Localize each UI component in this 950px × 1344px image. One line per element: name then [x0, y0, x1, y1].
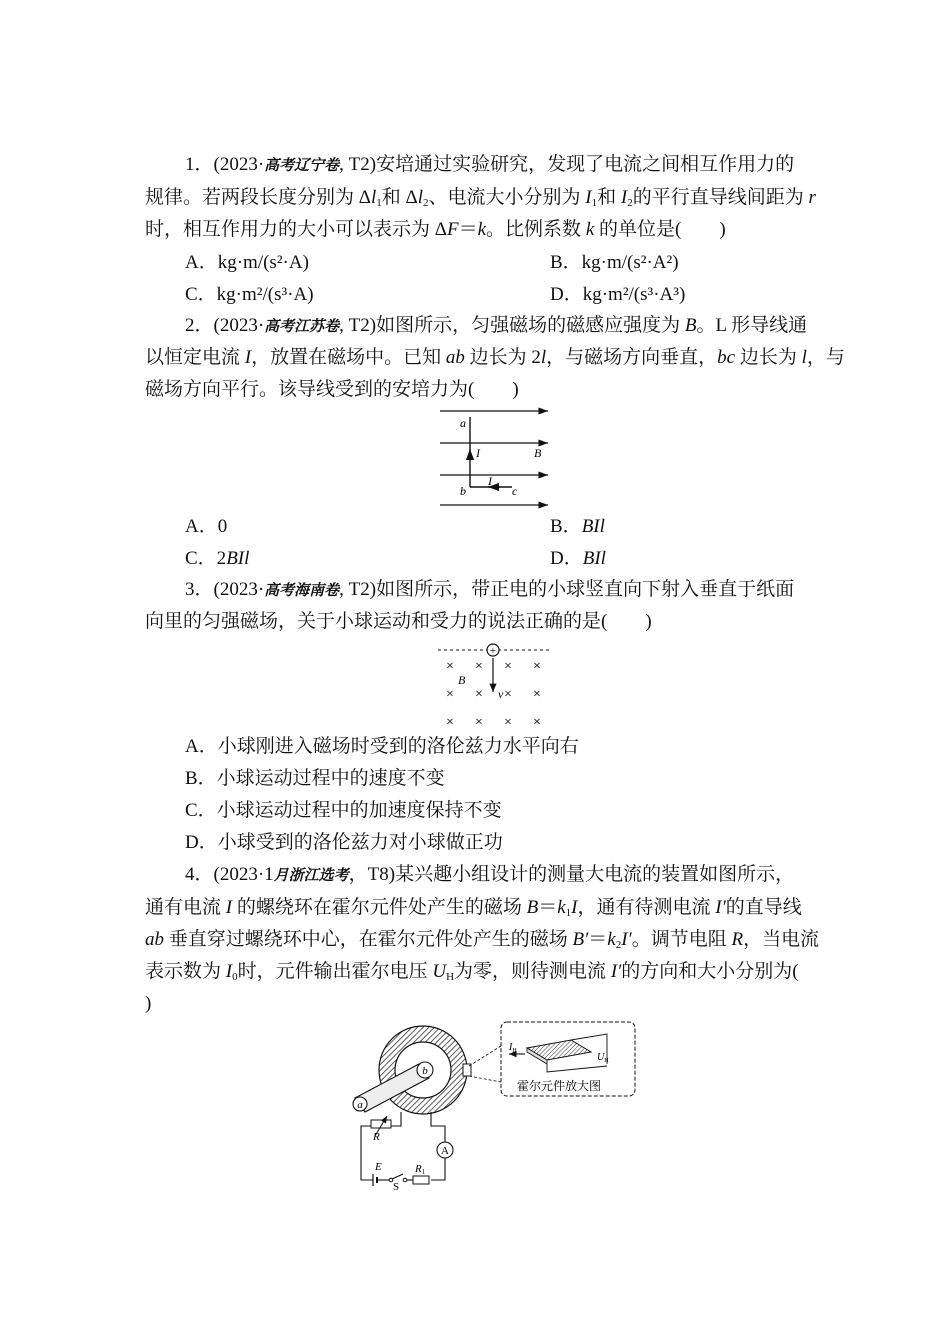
- cross: ×: [475, 659, 483, 674]
- q3-figure: [436, 640, 552, 735]
- q1-option-a[interactable]: A．kg·m/(s²·A): [185, 252, 309, 273]
- cross: ×: [475, 715, 483, 730]
- zoom-line: [469, 1046, 501, 1066]
- cross: ×: [446, 659, 454, 674]
- circuit-wire: [431, 1158, 445, 1180]
- q2-line1: 2．(2023·高考江苏卷, T2)如图所示，匀强磁场的磁感应强度为 B。L 形导线通: [185, 315, 808, 336]
- q4-source: 月浙江选考: [273, 866, 349, 884]
- label-e: E: [375, 1161, 382, 1173]
- q4-line3: ab 垂直穿过螺绕环中心，在霍尔元件处产生的磁场 $B'=k_2I'$。调节电阻 R，当电流: [145, 929, 820, 951]
- label-v: v: [498, 687, 504, 701]
- label-c: c: [512, 484, 518, 498]
- q1-option-c[interactable]: C．kg·m²/(s³·A): [185, 284, 314, 305]
- magnetic-field-diagram: [436, 640, 552, 730]
- cross: ×: [504, 715, 512, 730]
- q2-figure: [436, 405, 556, 516]
- label-r: R: [373, 1131, 380, 1143]
- q4-line1: 4．(2023·1月浙江选考，T8)某兴趣小组设计的测量大电流的装置如图所示，: [185, 864, 795, 885]
- cross: ×: [533, 687, 541, 702]
- q1-option-d[interactable]: D．kg·m²/(s³·A³): [550, 284, 686, 305]
- cross: ×: [533, 715, 541, 730]
- q3-option-b[interactable]: B．小球运动过程中的速度不变: [185, 768, 445, 789]
- q1-line3: 时，相互作用力的大小可以表示为 ΔF＝k。比例系数 k 的单位是( ): [145, 219, 726, 240]
- q2-line3: 磁场方向平行。该导线受到的安培力为( ): [145, 379, 519, 400]
- q4-figure: [345, 1020, 645, 1195]
- q3-option-c[interactable]: C．小球运动过程中的加速度保持不变: [185, 800, 502, 821]
- q3-source: 高考海南卷: [264, 581, 340, 599]
- cross: ×: [504, 687, 512, 702]
- label-a: a: [357, 1099, 363, 1111]
- hall-current-meter-diagram: [345, 1020, 645, 1190]
- q2-line2: 以恒定电流 I，放置在磁场中。已知 ab 边长为 2l，与磁场方向垂直，bc 边长为 l，与: [145, 347, 845, 368]
- q2-option-d[interactable]: D．BIl: [550, 548, 606, 569]
- cross: ×: [446, 687, 454, 702]
- label-b: B: [458, 673, 466, 687]
- cross: ×: [504, 659, 512, 674]
- label-b: b: [422, 1065, 428, 1077]
- label-i-ab: I: [476, 446, 480, 460]
- label-s: S: [393, 1181, 400, 1190]
- plus-sign: +: [489, 645, 497, 657]
- q4-line5: ): [145, 993, 152, 1014]
- q2-option-b[interactable]: B．BIl: [550, 516, 605, 537]
- q2-source: 高考江苏卷: [264, 317, 340, 335]
- label-ammeter: A: [441, 1145, 449, 1157]
- q1-line1: 1．(2023·高考辽宁卷, T2)安培通过实验研究，发现了电流之间相互作用力的: [185, 154, 795, 175]
- l-wire-diagram: [436, 405, 556, 511]
- q4-line4: 表示数为 $I_0$时，元件输出霍尔电压 $U_H$为零，则待测电流 I′的方向和大小分别为(: [145, 961, 799, 983]
- q4-line2: 通有电流 I 的螺绕环在霍尔元件处产生的磁场 $B=k_1I$，通有待测电流 I′的直导线: [145, 897, 802, 919]
- switch-lever: [392, 1174, 403, 1179]
- cross: ×: [533, 659, 541, 674]
- circuit-wire: [431, 1112, 445, 1142]
- q1-line2: 规律。若两段长度分别为 $\Delta l_1$和 $\Delta l_2$、电流大小分别为 $I_1$和 $I_2$的平行直导线间距为 r: [145, 187, 816, 209]
- cross: ×: [475, 687, 483, 702]
- q3-line1: 3．(2023·高考海南卷, T2)如图所示，带正电的小球竖直向下射入垂直于纸面: [185, 579, 795, 600]
- q1-source: 高考辽宁卷: [264, 156, 340, 174]
- q2-option-a[interactable]: A．0: [185, 516, 228, 537]
- q2-option-c[interactable]: C．2BIl: [185, 548, 250, 569]
- q3-option-a[interactable]: A．小球刚进入磁场时受到的洛伦兹力水平向右: [185, 736, 579, 757]
- resistor-r1: [413, 1176, 429, 1184]
- magnified-caption: 霍尔元件放大图: [517, 1079, 602, 1093]
- q3-option-d[interactable]: D．小球受到的洛伦兹力对小球做正功: [185, 832, 503, 853]
- q1-option-b[interactable]: B．kg·m/(s²·A²): [550, 252, 679, 273]
- switch-contact: [403, 1178, 407, 1182]
- label-field-b: B: [534, 446, 542, 460]
- label-i-bc: I: [488, 474, 492, 488]
- q3-line2: 向里的匀强磁场，关于小球运动和受力的说法正确的是( ): [145, 611, 652, 632]
- label-a: a: [460, 416, 466, 430]
- label-r1: R1: [415, 1163, 426, 1176]
- label-uh: $U_H$: [597, 1052, 609, 1064]
- zoom-line: [469, 1076, 501, 1082]
- label-b: b: [460, 484, 466, 498]
- cross: ×: [446, 715, 454, 730]
- label-ih: $I_H$: [509, 1042, 517, 1054]
